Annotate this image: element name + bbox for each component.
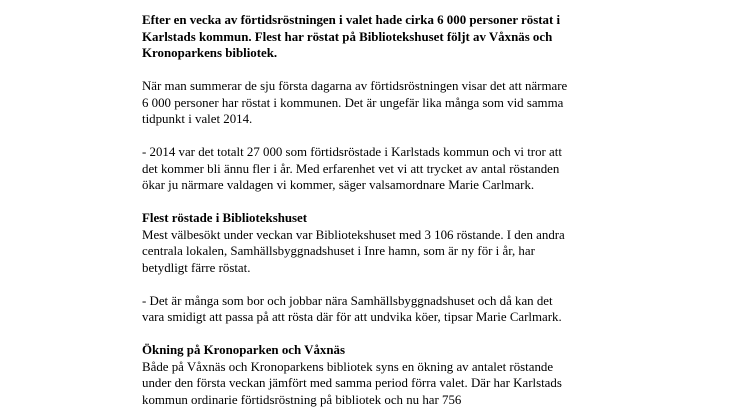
lead-line: Kronoparkens bibliotek. [142,46,278,60]
section-bibliotekshuset [142,210,612,276]
body-line: kommun ordinarie förtidsröstning på bibliotek och nu har 756 [142,392,462,407]
body-line: Mest välbesökt under veckan var Bibliotekshuset med 3 106 röstande. I den andra [142,227,565,242]
body-line: vara smidigt att passa på att rösta där för att undvika köer, tipsar Marie Carlmark. [142,310,562,324]
body-line: betydligt färre röstat. [142,260,251,275]
body-line: tidpunkt i valet 2014. [142,112,253,126]
body-line: ökar ju närmare valdagen vi kommer, säger valsamordnare Marie Carlmark. [142,178,535,192]
body-line: det kommer bli ännu fler i år. Med erfarenhet vet vi att trycket av antal röstanden [142,161,560,176]
quote-paragraph-2 [142,293,612,326]
body-line: under den första veckan jämfört med samma period förra valet. Där har Karlstads [142,376,562,390]
body-line: centrala lokalen, Samhällsbyggnadshuset i Inre hamn, som är ny för i år, har [142,244,535,258]
lead-line: Karlstads kommun. Flest har röstat på Bibliotekshuset följt av Våxnäs och [142,29,553,44]
body-line: Både på Våxnäs och Kronoparkens bibliotek syns en ökning av antalet röstande [142,359,554,374]
section-heading: Flest röstade i Bibliotekshuset [142,211,308,225]
section-heading: Ökning på Kronoparken och Våxnäs [142,343,345,357]
body-line: - 2014 var det totalt 27 000 som förtidsröstade i Karlstads kommun och vi tror att [142,145,562,159]
section-kronoparken-vaxnas [142,342,612,408]
body-line: 6 000 personer har röstat i kommunen. Det är ungefär lika många som vid samma [142,95,564,110]
body-paragraph-1 [142,78,612,128]
lead-line: Efter en vecka av förtidsröstningen i valet hade cirka 6 000 personer röstat i [142,13,561,27]
document-page [142,12,612,408]
body-line: När man summerar de sju första dagarna av förtidsröstningen visar det att närmare [142,79,568,93]
lead-paragraph [142,12,612,62]
body-line: - Det är många som bor och jobbar nära Samhällsbyggnadshuset och då kan det [142,293,553,308]
quote-paragraph-1 [142,144,612,194]
